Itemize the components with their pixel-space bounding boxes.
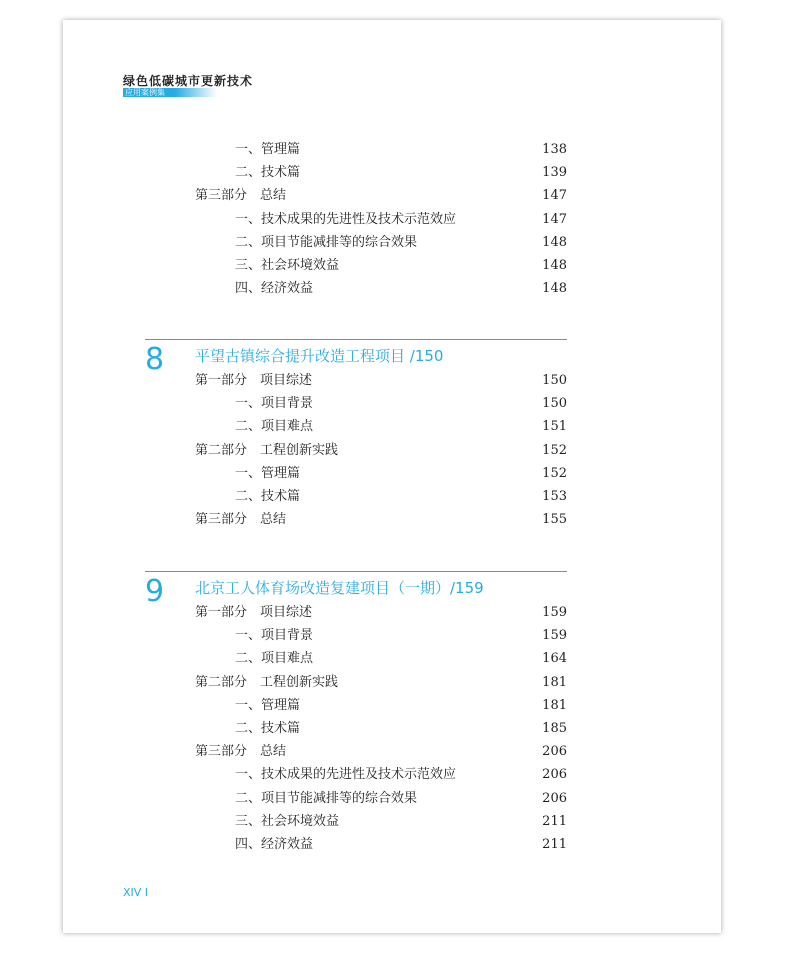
toc-part-entry[interactable] bbox=[195, 371, 567, 391]
toc-entry-page-number: 148 bbox=[542, 258, 567, 273]
toc-entry-page-number: 148 bbox=[542, 234, 567, 250]
toc-entry-label: 二、技术篇 bbox=[235, 721, 301, 736]
page-folio: XIV Ⅰ bbox=[123, 886, 149, 899]
toc-entry-label: 二、项目节能减排等的综合效果 bbox=[235, 790, 418, 806]
toc-part-entry[interactable] bbox=[195, 673, 567, 693]
toc-part-entry[interactable] bbox=[195, 603, 567, 623]
chapter-title: 北京工人体育场改造复建项目（一期）/159 bbox=[195, 579, 484, 597]
toc-entry-page-number: 148 bbox=[542, 281, 567, 297]
toc-section-entry[interactable] bbox=[195, 233, 567, 253]
toc-section-entry[interactable] bbox=[195, 163, 567, 183]
toc-section-entry[interactable] bbox=[195, 487, 567, 507]
running-head-title: 绿色低碳城市更新技术 bbox=[123, 74, 254, 88]
toc-entry-page-number: 159 bbox=[542, 628, 567, 644]
toc-entry-page-number: 206 bbox=[542, 790, 567, 806]
toc-entry-label: 第一部分 项目综述 bbox=[195, 373, 313, 388]
toc-entry-page-number: 151 bbox=[542, 419, 567, 435]
running-head-subtitle: 应用案例集 bbox=[123, 88, 217, 97]
toc-entry-page-number: 211 bbox=[542, 837, 567, 852]
toc-section-entry[interactable] bbox=[195, 140, 567, 160]
toc-entry-label: 四、经济效益 bbox=[235, 281, 314, 297]
toc-entry-label: 第三部分 总结 bbox=[195, 188, 287, 204]
toc-entry-label: 三、社会环境效益 bbox=[235, 258, 340, 273]
toc-entry-label: 二、技术篇 bbox=[235, 165, 301, 181]
toc-entry-label: 一、技术成果的先进性及技术示范效应 bbox=[235, 767, 457, 783]
toc-section-entry[interactable] bbox=[195, 279, 567, 299]
toc-entry-page-number: 206 bbox=[542, 744, 567, 760]
chapter-number: 9 bbox=[145, 574, 165, 609]
toc-section-entry[interactable] bbox=[195, 719, 567, 739]
toc-entry-page-number: 153 bbox=[542, 489, 567, 504]
chapter-number: 8 bbox=[145, 342, 165, 377]
toc-section-entry[interactable] bbox=[195, 765, 567, 785]
toc-entry-label: 二、项目难点 bbox=[235, 651, 314, 667]
toc-section-entry[interactable] bbox=[195, 394, 567, 414]
toc-entry-label: 一、项目背景 bbox=[235, 628, 314, 644]
toc-section-entry[interactable] bbox=[195, 210, 567, 230]
toc-entry-page-number: 139 bbox=[542, 165, 567, 181]
toc-entry-page-number: 155 bbox=[542, 512, 567, 528]
toc-entry-page-number: 138 bbox=[542, 142, 567, 157]
toc-section-entry[interactable] bbox=[195, 464, 567, 484]
toc-entry-label: 一、管理篇 bbox=[235, 142, 301, 157]
toc-entry-page-number: 159 bbox=[542, 605, 567, 620]
toc-entry-label: 第二部分 工程创新实践 bbox=[195, 442, 339, 458]
toc-entry-page-number: 147 bbox=[542, 188, 567, 204]
toc-section-entry[interactable] bbox=[195, 649, 567, 669]
toc-section-entry[interactable] bbox=[195, 696, 567, 716]
toc-entry-page-number: 185 bbox=[542, 721, 567, 736]
toc-entry-page-number: 206 bbox=[542, 767, 567, 783]
toc-entry-label: 第三部分 总结 bbox=[195, 744, 287, 760]
toc-entry-label: 一、技术成果的先进性及技术示范效应 bbox=[235, 211, 457, 227]
toc-entry-page-number: 147 bbox=[542, 211, 567, 227]
toc-entry-label: 一、管理篇 bbox=[235, 697, 301, 713]
toc-entry-label: 四、经济效益 bbox=[235, 837, 314, 852]
toc-entry-page-number: 211 bbox=[542, 813, 567, 829]
toc-part-entry[interactable] bbox=[195, 441, 567, 461]
toc-section-entry[interactable] bbox=[195, 626, 567, 646]
toc-entry-page-number: 150 bbox=[542, 396, 567, 412]
toc-entry-page-number: 181 bbox=[542, 697, 567, 713]
toc-entry-label: 二、技术篇 bbox=[235, 489, 301, 504]
toc-entry-label: 三、社会环境效益 bbox=[235, 813, 340, 829]
toc-entry-label: 第一部分 项目综述 bbox=[195, 605, 313, 620]
toc-entry-page-number: 152 bbox=[542, 442, 567, 458]
toc-entry-page-number: 152 bbox=[542, 465, 567, 481]
toc-entry-label: 一、管理篇 bbox=[235, 465, 301, 481]
toc-part-entry[interactable] bbox=[195, 742, 567, 762]
chapter-title: 平望古镇综合提升改造工程项目 /150 bbox=[195, 347, 444, 365]
toc-section-entry[interactable] bbox=[195, 812, 567, 832]
toc-part-entry[interactable] bbox=[195, 186, 567, 206]
toc-entry-label: 第三部分 总结 bbox=[195, 512, 287, 528]
toc-section-entry[interactable] bbox=[195, 835, 567, 855]
book-page bbox=[63, 20, 721, 933]
toc-entry-page-number: 164 bbox=[542, 651, 567, 667]
toc-entry-label: 第二部分 工程创新实践 bbox=[195, 674, 339, 690]
toc-entry-label: 二、项目难点 bbox=[235, 419, 314, 435]
toc-section-entry[interactable] bbox=[195, 789, 567, 809]
toc-entry-page-number: 150 bbox=[542, 373, 567, 388]
toc-entry-label: 二、项目节能减排等的综合效果 bbox=[235, 234, 418, 250]
toc-section-entry[interactable] bbox=[195, 256, 567, 276]
toc-entry-page-number: 181 bbox=[542, 674, 567, 690]
toc-section-entry[interactable] bbox=[195, 417, 567, 437]
toc-entry-label: 一、项目背景 bbox=[235, 396, 314, 412]
toc-part-entry[interactable] bbox=[195, 510, 567, 530]
